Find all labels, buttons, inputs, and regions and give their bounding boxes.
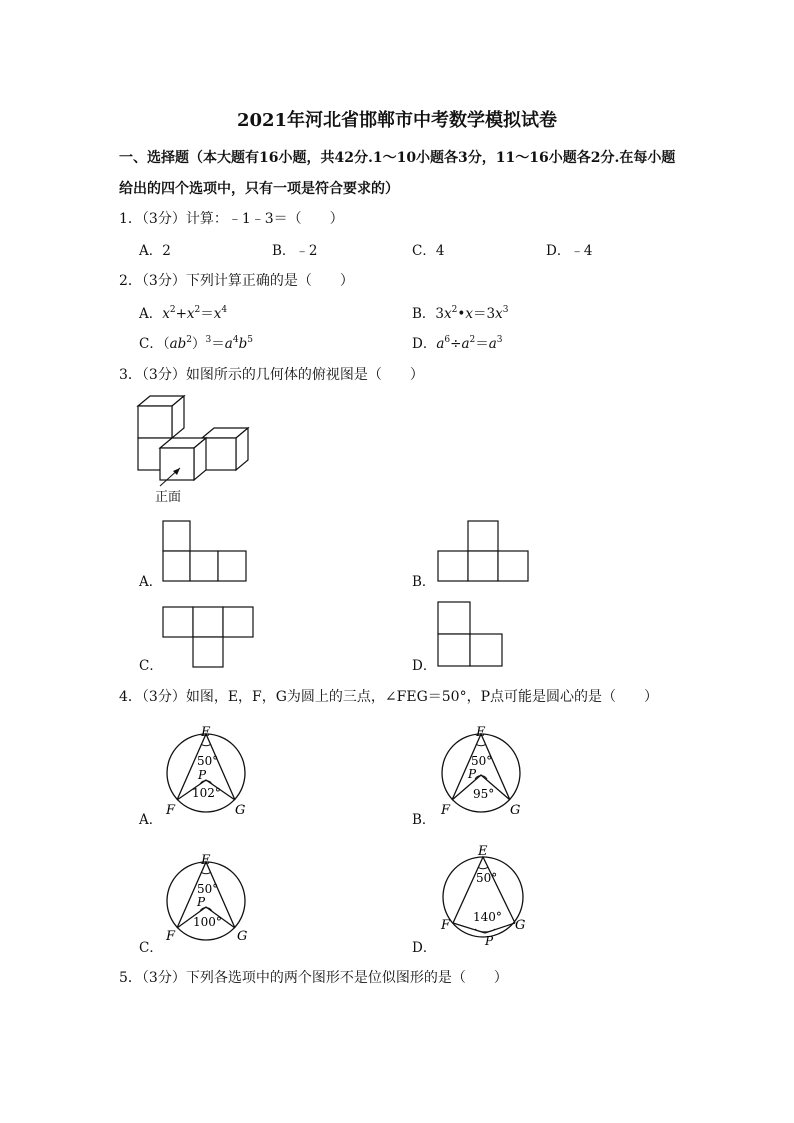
question-2-option-b[interactable]: B．$3x^2•x=3x^3$ [412, 305, 509, 322]
question-4-option-d-label[interactable]: D． [412, 940, 437, 956]
label-p: P [198, 768, 207, 782]
section-heading-line-2: 给出的四个选项中，只有一项是符合要求的） [119, 181, 399, 197]
question-1-option-a[interactable]: A．2 [139, 243, 171, 259]
question-1-option-c[interactable]: C．4 [412, 243, 445, 259]
label-f: F [441, 803, 451, 818]
angle-e-label: 50° [476, 871, 498, 885]
question-3-option-c-label[interactable]: C． [139, 658, 163, 674]
question-1-option-d[interactable]: D．﹣4 [546, 243, 593, 259]
question-4-stem: 4．（3分）如图，E，F，G为圆上的三点，∠FEG＝50°，P点可能是圆心的是（ ） [119, 689, 659, 705]
label-g: G [510, 803, 521, 818]
label-f: F [166, 929, 176, 944]
angle-e-label: 50° [197, 882, 219, 896]
question-4-option-c-label[interactable]: C． [139, 940, 163, 956]
question-4-option-b-figure[interactable] [435, 720, 545, 820]
angle-p-label: 140° [473, 910, 502, 924]
question-3-option-d-figure[interactable] [437, 601, 507, 667]
question-2-option-a[interactable]: A．$x^2+x^2=x^4$ [139, 305, 228, 322]
question-3-option-a-figure[interactable] [162, 520, 248, 582]
question-4-option-b-label[interactable]: B． [412, 812, 436, 828]
label-e: E [201, 853, 211, 868]
question-3-solid-figure [130, 394, 260, 509]
question-3-option-d-label[interactable]: D． [412, 658, 437, 674]
label-e: E [201, 725, 211, 740]
question-3-option-b-figure[interactable] [437, 520, 531, 582]
question-5-stem: 5．（3分）下列各选项中的两个图形不是位似图形的是（ ） [119, 970, 508, 986]
question-2-option-d[interactable]: D．$a^6\div a^2=a^3$ [412, 335, 503, 352]
angle-e-label: 50° [197, 754, 219, 768]
question-3-stem: 3．（3分）如图所示的几何体的俯视图是（ ） [119, 367, 424, 383]
label-e: E [478, 844, 488, 859]
question-2-option-c[interactable]: C．$(ab^2)^3=a^4b^5$ [139, 335, 253, 352]
front-view-label: 正面 [155, 490, 182, 505]
question-3-option-b-label[interactable]: B． [412, 574, 436, 590]
label-p: P [468, 767, 477, 781]
question-2-stem: 2．（3分）下列计算正确的是（ ） [119, 273, 354, 289]
label-g: G [237, 929, 248, 944]
question-1-stem: 1．（3分）计算：﹣1﹣3＝（ ） [119, 211, 344, 227]
label-g: G [235, 803, 246, 818]
angle-p-label: 100° [193, 915, 222, 929]
question-4-option-c-figure[interactable] [160, 848, 270, 948]
label-f: F [441, 918, 451, 933]
label-p: P [197, 895, 206, 909]
angle-e-label: 50° [471, 754, 493, 768]
section-heading-line-1: 一、选择题（本大题有16小题，共42分.1～10小题各3分，11～16小题各2分.在每小题 [119, 150, 676, 166]
label-p: P [485, 934, 494, 948]
page-title: 2021年河北省邯郸市中考数学模拟试卷 [236, 110, 558, 131]
question-4-option-a-label[interactable]: A． [139, 812, 163, 828]
label-f: F [166, 803, 176, 818]
question-1-option-b[interactable]: B．﹣2 [272, 243, 318, 259]
question-4-option-d-figure[interactable] [435, 844, 545, 948]
angle-p-label: 102° [192, 786, 221, 800]
angle-p-label: 95° [473, 787, 495, 801]
label-e: E [476, 725, 486, 740]
question-4-option-a-figure[interactable] [160, 720, 270, 820]
label-g: G [515, 918, 526, 933]
question-3-option-c-figure[interactable] [162, 606, 256, 668]
question-3-option-a-label[interactable]: A． [139, 574, 163, 590]
